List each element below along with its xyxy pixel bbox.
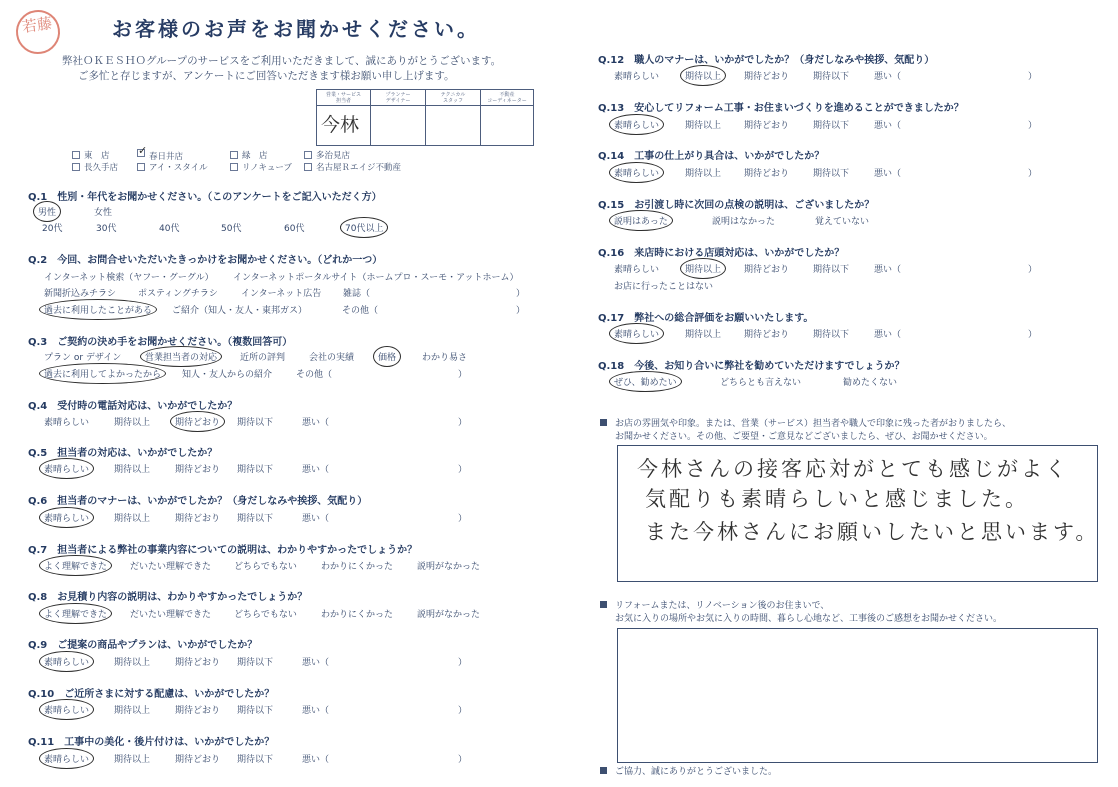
checkbox-icon[interactable] — [72, 163, 80, 171]
answer-option-selected[interactable]: 期待以上 — [685, 69, 721, 82]
answer-option[interactable]: 新聞折込みチラシ — [44, 289, 117, 299]
question-heading — [598, 244, 844, 259]
question-heading — [28, 251, 382, 266]
answer-option[interactable]: 悪い（ — [302, 514, 330, 524]
store-label: 緑 店 — [242, 151, 268, 161]
answer-option[interactable]: 知人・友人からの紹介 — [182, 370, 273, 380]
store-label: 東 店 — [84, 151, 110, 161]
staff-name-sales: 今林 — [321, 114, 360, 136]
answer-option[interactable]: その他（ — [342, 306, 379, 316]
answer-option-selected[interactable]: 営業担当者の対応 — [145, 350, 217, 363]
answer-option[interactable]: わかりにくかった — [321, 562, 394, 572]
question-number: Q.14 — [598, 151, 625, 162]
answer-option: ） — [458, 465, 468, 475]
question-spacer — [47, 640, 57, 651]
staff-header-sales: 営業・サービス 担当者 — [317, 90, 370, 106]
answer-option[interactable]: どちらでもない — [234, 562, 297, 572]
checkbox-icon[interactable] — [304, 163, 312, 171]
answer-option: ） — [1028, 265, 1038, 275]
answer-option: ） — [516, 289, 526, 299]
answer-option: ） — [458, 755, 468, 765]
staff-cell-technical — [426, 90, 481, 145]
store-label: 春日井店 — [149, 152, 184, 162]
answer-option[interactable]: 素晴らしい — [614, 72, 660, 82]
answer-option-selected[interactable]: 素晴らしい — [44, 703, 89, 716]
question-spacer — [47, 337, 57, 348]
question-text: 弊社への総合評価をお願いいたします。 — [634, 313, 814, 324]
question-text: ご提案の商品やプランは、いかがでしたか？ — [57, 640, 258, 651]
question-heading — [28, 444, 217, 459]
answer-option[interactable]: 悪い（ — [302, 706, 330, 716]
answer-option-selected[interactable]: 素晴らしい — [44, 752, 89, 765]
bullet-square-icon — [600, 601, 607, 608]
question-text: 今回、お問合せいただいたきっかけをお聞かせください。（どれか一つ） — [57, 255, 383, 266]
answer-option: ） — [1028, 169, 1038, 179]
question-spacer — [47, 448, 57, 459]
answer-option[interactable]: 期待以上 — [114, 658, 151, 668]
answer-option[interactable]: 期待どおり — [175, 514, 221, 524]
comment-prompt-1: お店の雰囲気や印象。または、営業（サービス）担当者や職人で印象に残った者がおりましたら、 お聞かせください。その他、ご要望・ご意見などございましたら、ぜひ、お聞かせください。 — [600, 418, 1011, 444]
answer-option-selected[interactable]: 素晴らしい — [614, 118, 659, 131]
answer-option[interactable]: 期待どおり — [175, 465, 221, 475]
answer-option[interactable]: インターネット広告 — [241, 289, 322, 299]
question-heading — [28, 636, 257, 651]
thanks-line: ご協力、誠にありがとうございました。 — [600, 766, 777, 779]
store-option[interactable] — [72, 161, 118, 173]
question-spacer — [624, 103, 634, 114]
staff-cell-realestate — [481, 90, 533, 145]
answer-option[interactable]: 悪い（ — [874, 265, 902, 275]
answer-option[interactable]: 期待以下 — [237, 755, 274, 765]
answer-option[interactable]: お店に行ったことはない — [614, 282, 714, 292]
answer-option[interactable]: ポスティングチラシ — [138, 289, 218, 299]
question-text: お引渡し時に次回の点検の説明は、ございましたか？ — [634, 200, 875, 211]
answer-option[interactable]: 説明がなかった — [417, 610, 481, 620]
staff-cell-sales — [317, 90, 371, 145]
question-spacer — [47, 401, 57, 412]
question-spacer — [47, 545, 57, 556]
question-text: 職人のマナーは、いかがでしたか？（身だしなみや挨拶、気配り） — [634, 55, 935, 66]
question-number: Q.15 — [598, 200, 625, 211]
comment-answer-line-1: 今林さんの接客応対がとても感じがよく — [637, 457, 1069, 481]
question-number: Q.16 — [598, 248, 625, 259]
question-heading — [598, 309, 813, 324]
comment-answer-box-2[interactable] — [617, 628, 1098, 763]
answer-option[interactable]: 60代 — [284, 224, 305, 234]
question-heading — [598, 357, 905, 372]
comment-answer-line-3: また今林さんにお願いしたいと思います。 — [645, 520, 1100, 544]
answer-option[interactable]: インターネットポータルサイト（ホームプロ・スーモ・アットホーム） — [233, 273, 519, 283]
question-text: 担当者による弊社の事業内容についての説明は、わかりやすかったでしょうか？ — [57, 545, 418, 556]
question-text: 工事中の美化・後片付けは、いかがでしたか？ — [64, 737, 275, 748]
answer-option[interactable]: だいたい理解できた — [130, 610, 212, 620]
question-heading — [28, 588, 307, 603]
answer-option[interactable]: インターネット検索（ヤフー・グーグル） — [44, 273, 214, 283]
store-label: リノキューブ — [242, 163, 292, 173]
answer-option[interactable]: 期待どおり — [744, 265, 790, 275]
answer-option[interactable]: 期待以下 — [237, 658, 274, 668]
question-text: 性別・年代をお聞かせください。（このアンケートをご記入いただく方） — [57, 192, 382, 203]
answer-option-selected[interactable]: 70代以上 — [345, 221, 383, 234]
answer-option: ） — [1028, 121, 1038, 131]
checkbox-icon[interactable] — [230, 151, 238, 159]
question-spacer — [624, 361, 634, 372]
question-spacer — [47, 592, 57, 603]
answer-option[interactable]: 期待以上 — [114, 755, 151, 765]
answer-option[interactable]: 30代 — [96, 224, 117, 234]
question-text: 今後、お知り合いに弊社を勧めていただけますでしょうか？ — [634, 361, 905, 372]
answer-option-selected[interactable]: 説明はあった — [614, 214, 668, 227]
answer-option[interactable]: 悪い（ — [874, 169, 902, 179]
bullet-square-icon — [600, 767, 607, 774]
question-heading — [28, 397, 237, 412]
answer-option-selected[interactable]: 男性 — [38, 205, 56, 218]
checked-box-icon[interactable] — [137, 149, 145, 157]
answer-option-selected[interactable]: ぜひ、勧めたい — [614, 375, 677, 388]
question-number: Q.12 — [598, 55, 625, 66]
question-text: 安心してリフォーム工事・お住まいづくりを進めることができましたか？ — [634, 103, 964, 114]
answer-option[interactable]: 悪い（ — [302, 418, 330, 428]
answer-option[interactable]: 期待以上 — [114, 706, 151, 716]
answer-option[interactable]: ご紹介（知人・友人・東邦ガス） — [172, 306, 308, 316]
question-text: ご近所さまに対する配慮は、いかがでしたか？ — [64, 689, 275, 700]
question-text: 工事の仕上がり具合は、いかがでしたか？ — [634, 151, 825, 162]
answer-option[interactable]: 悪い（ — [302, 755, 330, 765]
answer-option[interactable]: どちらでもない — [234, 610, 297, 620]
answer-option: ） — [1028, 72, 1038, 82]
answer-option[interactable]: 期待以上 — [685, 330, 722, 340]
question-text: 担当者のマナーは、いかがでしたか？（身だしなみや挨拶、気配り） — [57, 496, 368, 507]
staff-header-realestate: 不動産 コーディネーター — [481, 90, 533, 106]
answer-option: ） — [516, 306, 526, 316]
answer-option[interactable]: 近所の評判 — [240, 353, 286, 363]
bullet-square-icon — [600, 419, 607, 426]
answer-option[interactable]: 40代 — [159, 224, 180, 234]
answer-option: ） — [458, 514, 468, 524]
question-spacer — [47, 496, 57, 507]
question-text: お見積り内容の説明は、わかりやすかったでしょうか？ — [57, 592, 308, 603]
question-number: Q.6 — [28, 496, 48, 507]
intro-line-2: ご多忙と存じますが、アンケートにご回答いただきます様お願い申し上げます。 — [78, 70, 455, 82]
answer-option[interactable]: わかり易さ — [422, 353, 468, 363]
answer-option[interactable]: 期待どおり — [744, 121, 790, 131]
answer-option[interactable]: 悪い（ — [874, 72, 902, 82]
question-heading — [598, 51, 934, 66]
answer-option[interactable]: 期待どおり — [175, 658, 221, 668]
store-label: 名古屋Ｒエイジ不動産 — [316, 163, 402, 173]
answer-option[interactable]: 素晴らしい — [614, 265, 660, 275]
answer-option-selected[interactable]: 素晴らしい — [44, 511, 89, 524]
comment-prompt-2: リフォームまたは、リノベーション後のお住まいで、 お気に入りの場所やお気に入りの時間、暮らし心地など、工事後のご感想をお聞かせください。 — [600, 600, 1002, 626]
answer-option: ） — [458, 658, 468, 668]
answer-option[interactable]: 20代 — [42, 224, 63, 234]
question-number: Q.8 — [28, 592, 48, 603]
question-number: Q.2 — [28, 255, 48, 266]
question-number: Q.5 — [28, 448, 48, 459]
answer-option[interactable]: わかりにくかった — [321, 610, 394, 620]
answer-option[interactable]: 悪い（ — [302, 465, 330, 475]
question-number: Q.9 — [28, 640, 48, 651]
question-number: Q.18 — [598, 361, 625, 372]
answer-option[interactable]: 期待どおり — [744, 330, 790, 340]
answer-option: ） — [458, 418, 468, 428]
answer-option[interactable]: 女性 — [94, 208, 113, 218]
seal-stamp: 若藤 — [13, 7, 63, 57]
store-label: 長久手店 — [84, 163, 119, 173]
store-label: アイ・スタイル — [149, 163, 208, 173]
question-spacer — [47, 255, 57, 266]
intro-line-1: 弊社ＯＫＥＳＨＯグループのサービスをご利用いただきまして、誠にありがとうございます。 — [62, 55, 502, 67]
answer-option[interactable]: どちらとも言えない — [720, 378, 802, 388]
question-spacer — [624, 248, 634, 259]
answer-option[interactable]: 期待以下 — [813, 72, 850, 82]
question-text: ご契約の決め手をお聞かせください。（複数回答可） — [57, 337, 293, 348]
checkbox-icon[interactable] — [304, 151, 312, 159]
staff-header-planner: プランナー デザイナー — [371, 90, 425, 106]
question-number: Q.1 — [28, 192, 48, 203]
answer-option[interactable]: 期待以上 — [685, 121, 722, 131]
answer-option[interactable]: 期待どおり — [744, 72, 790, 82]
question-heading — [598, 196, 874, 211]
question-heading — [598, 99, 964, 114]
checkbox-icon[interactable] — [137, 163, 145, 171]
checkbox-icon[interactable] — [230, 163, 238, 171]
answer-option[interactable]: その他（ — [296, 370, 333, 380]
staff-cell-planner — [371, 90, 426, 145]
answer-option[interactable]: 期待以下 — [237, 514, 274, 524]
question-heading — [28, 733, 274, 748]
answer-option[interactable]: 50代 — [221, 224, 242, 234]
question-number: Q.13 — [598, 103, 625, 114]
question-number: Q.7 — [28, 545, 48, 556]
answer-option[interactable]: 期待以上 — [114, 514, 151, 524]
question-number: Q.10 — [28, 689, 55, 700]
answer-option[interactable]: 覚えていない — [815, 217, 870, 227]
question-text: 担当者の対応は、いかがでしたか？ — [57, 448, 218, 459]
question-text: 受付時の電話対応は、いかがでしたか？ — [57, 401, 238, 412]
store-option[interactable] — [304, 149, 350, 161]
staff-table — [316, 89, 534, 146]
answer-option-selected[interactable]: 素晴らしい — [44, 462, 89, 475]
question-text: 来店時における店頭対応は、いかがでしたか？ — [634, 248, 845, 259]
answer-option-selected[interactable]: 価格 — [378, 350, 396, 363]
question-number: Q.3 — [28, 337, 48, 348]
answer-option-selected[interactable]: 素晴らしい — [44, 655, 89, 668]
question-heading — [28, 685, 274, 700]
answer-option[interactable]: だいたい理解できた — [130, 562, 212, 572]
answer-option[interactable]: 説明はなかった — [712, 217, 776, 227]
question-spacer — [624, 55, 634, 66]
question-number: Q.17 — [598, 313, 625, 324]
store-option[interactable] — [304, 161, 401, 173]
answer-option[interactable]: 悪い（ — [874, 330, 902, 340]
question-heading — [28, 188, 382, 203]
question-number: Q.4 — [28, 401, 48, 412]
answer-option: ） — [458, 370, 468, 380]
answer-option[interactable]: プラン or デザイン — [44, 353, 122, 363]
answer-option-selected[interactable]: 過去に利用したことがある — [44, 303, 152, 316]
store-label: 多治見店 — [316, 151, 351, 161]
page-title: お客様のお声をお聞かせください。 — [112, 17, 480, 41]
answer-option[interactable]: 悪い（ — [874, 121, 902, 131]
answer-option: ） — [458, 706, 468, 716]
question-number: Q.11 — [28, 737, 55, 748]
answer-option[interactable]: 期待どおり — [175, 706, 221, 716]
answer-option[interactable]: 期待以下 — [813, 330, 850, 340]
comment-answer-line-2: 気配りも素晴らしいと感じました。 — [645, 487, 1029, 511]
answer-option[interactable]: 期待以下 — [813, 169, 850, 179]
answer-option[interactable]: 雑誌（ — [343, 289, 371, 299]
store-option[interactable] — [137, 161, 208, 173]
answer-option[interactable]: 期待どおり — [175, 755, 221, 765]
answer-option-selected[interactable]: 過去に利用してよかったから — [44, 367, 161, 380]
answer-option-selected[interactable]: 素晴らしい — [614, 327, 659, 340]
answer-option[interactable]: 悪い（ — [302, 658, 330, 668]
answer-option[interactable]: 説明がなかった — [417, 562, 481, 572]
store-option[interactable] — [72, 149, 110, 161]
answer-option[interactable]: 期待以下 — [813, 265, 850, 275]
answer-option[interactable]: 期待以上 — [114, 418, 151, 428]
question-heading — [28, 333, 292, 348]
store-option[interactable] — [230, 161, 292, 173]
store-option[interactable] — [230, 149, 268, 161]
answer-option[interactable]: 期待以下 — [813, 121, 850, 131]
answer-option[interactable]: 期待どおり — [744, 169, 790, 179]
answer-option-selected[interactable]: よく理解できた — [44, 559, 107, 572]
question-heading — [598, 147, 824, 162]
answer-option-selected[interactable]: 期待以上 — [685, 262, 721, 275]
answer-option[interactable]: 素晴らしい — [44, 418, 90, 428]
answer-option[interactable]: 期待以上 — [685, 169, 722, 179]
answer-option-selected[interactable]: よく理解できた — [44, 607, 107, 620]
checkbox-icon[interactable] — [72, 151, 80, 159]
answer-option[interactable]: 勧めたくない — [843, 378, 898, 388]
question-heading — [28, 492, 367, 507]
answer-option-selected[interactable]: 期待どおり — [175, 415, 220, 428]
question-heading — [28, 541, 417, 556]
answer-option[interactable]: 期待以下 — [237, 706, 274, 716]
answer-option[interactable]: 会社の実績 — [309, 353, 355, 363]
question-spacer — [54, 737, 64, 748]
question-spacer — [624, 151, 634, 162]
answer-option[interactable]: 期待以下 — [237, 465, 274, 475]
answer-option[interactable]: 期待以下 — [237, 418, 274, 428]
answer-option-selected[interactable]: 素晴らしい — [614, 166, 659, 179]
staff-header-technical: テクニカル スタッフ — [426, 90, 480, 106]
answer-option: ） — [1028, 330, 1038, 340]
answer-option[interactable]: 期待以上 — [114, 465, 151, 475]
